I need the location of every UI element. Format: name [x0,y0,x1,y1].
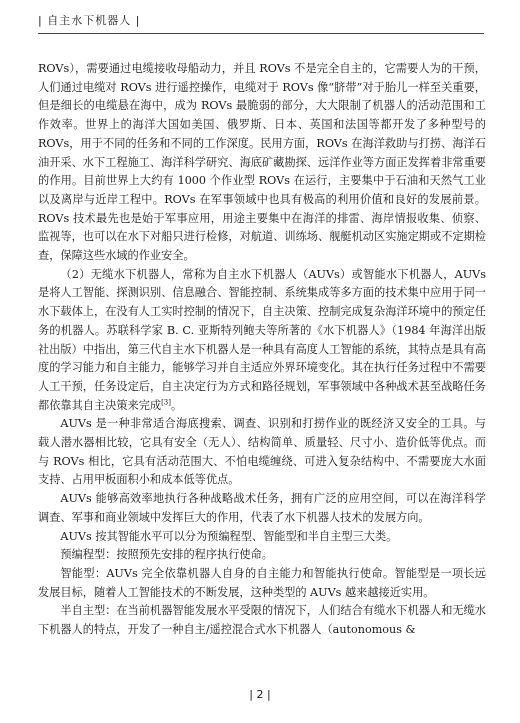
running-header [38,12,484,34]
paragraph: AUVs 按其智能水平可以分为预编程型、智能型和半自主型三大类。 [60,529,398,543]
paragraph: 预编程型：按照预先安排的程序执行使命。 [60,548,273,562]
paragraph: （2）无缆水下机器人，常称为自主水下机器人（AUVs）或智能水下机器人，AUVs 是将人工智能、探测识别、信息融合、智能控制、系统集成等多方面的技术集中应用于同一水下载体上，在没有人工实时控制的情况下，自主决策、控制完成复杂海洋环境中的预定任务的机器人。苏联科学家 B. C. 亚斯特列鲍夫等所著的《水下机器人》（1984 年海洋出版社出版）中指出，第三代自主水下机器人是一种具有高度人工智能的系统，其特点是具有高度的学习能力和自主能力，能够学习并自主适应外界环境变化。其在执行任务过程中不需要人工干预，任务设定后，自主决定行为方式和路径规划，军事领域中各种战术甚至战略任务都依靠其自主决策来完成[3]。 [38,267,486,412]
header-title: | 自主水下机器人 | [38,14,141,27]
paragraph: AUVs 是一种非常适合海底搜索、调查、识别和打捞作业的既经济又安全的工具。与载人潜水器相比较，它具有安全（无人）、结构简单、质量轻、尺寸小、造价低等优点。而与 ROVs 相比，它具有活动范围大、不怕电缆缠绕、可进入复杂结构中、不需要庞大水面支持、占用甲板面积小和成本低等优点。 [38,417,486,487]
paragraph: ROVs），需要通过电缆接收母船动力，并且 ROVs 不是完全自主的，它需要人为的干预，人们通过电缆对 ROVs 进行遥控操作，电缆对于 ROVs 像“脐带”对于胎儿一样至关重要，但是细长的电缆悬在海中，成为 ROVs 最脆弱的部分，大大限制了机器人的活动范围和工作效率。世界上的海洋大国如美国、俄罗斯、日本、英国和法国等都开发了多种型号的 ROVs，用于不同的任务和不同的工作深度。民用方面，ROVs 在海洋救助与打捞、海洋石油开采、水下工程施工、海洋科学研究、海底矿藏勘探、远洋作业等方面正发挥着非常重要的作用。目前世界上大约有 1000 个作业型 ROVs 在运行，主要集中于石油和天然气工业以及离岸与近岸工程中。ROVs 在军事领域中也具有极高的利用价值和良好的发展前景。ROVs 技术最先也是始于军事应用，用途主要集中在海洋的排雷、海岸情报收集、侦察、监视等，也可以在水下对船只进行检修，对航道、训练场、舰艇机动区实施定期或不定期检查，保障这些水域的作业安全。 [38,62,486,263]
paragraph: 智能型：AUVs 完全依靠机器人自身的自主能力和智能执行使命。智能型是一项长远发展目标，随着人工智能技术的不断发展，这种类型的 AUVs 越来越接近实用。 [38,566,486,599]
citation-ref: [3] [161,397,171,406]
paragraph: AUVs 能够高效率地执行各种战略战术任务，拥有广泛的应用空间，可以在海洋科学调查、军事和商业领域中发挥巨大的作用，代表了水下机器人技术的发展方向。 [38,492,486,524]
page-number: | 2 | [249,688,271,701]
body-text [38,60,486,640]
paragraph: 半自主型：在当前机器智能发展水平受限的情况下，人们结合有缆水下机器人和无缆水下机器人的特点，开发了一种自主/遥控混合式水下机器人（autonomous & [38,604,486,637]
